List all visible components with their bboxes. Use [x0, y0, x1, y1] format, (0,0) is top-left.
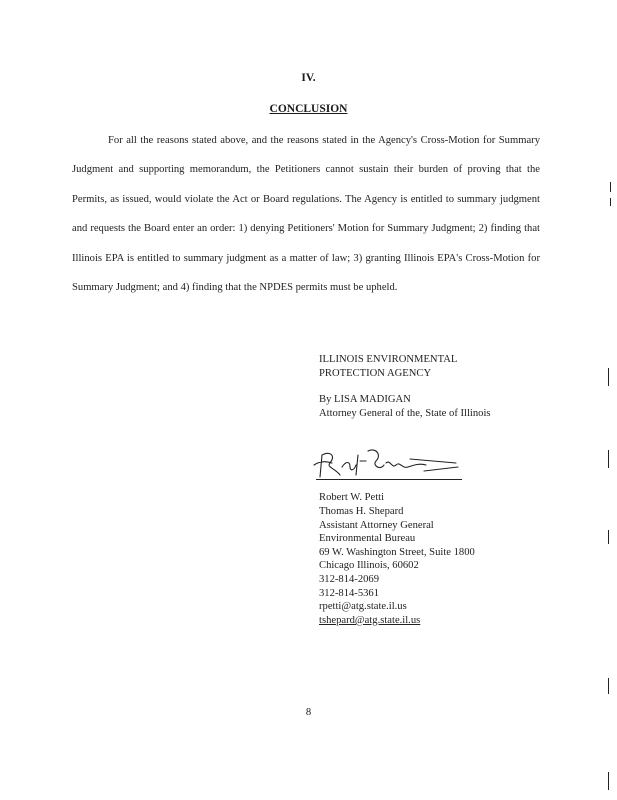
phone-2: 312-814-5361 — [319, 587, 380, 599]
scan-mark — [608, 530, 609, 544]
signature-line — [316, 479, 462, 480]
bureau-name: Environmental Bureau — [319, 533, 416, 545]
handwritten-signature — [306, 441, 466, 481]
agency-name-line-2: PROTECTION AGENCY — [319, 367, 432, 379]
street-address: 69 W. Washington Street, Suite 1800 — [319, 546, 475, 558]
email-2: tshepard@atg.state.il.us — [319, 614, 421, 626]
scan-mark — [608, 368, 609, 386]
by-line: By LISA MADIGAN — [319, 394, 411, 406]
phone-1: 312-814-2069 — [319, 573, 380, 585]
page-number: 8 — [305, 707, 312, 718]
conclusion-paragraph: For all the reasons stated above, and the reasons stated in the Agency's Cross-Motion for Summary Judgment and supporting memorandum, the Petitioners cannot sustain their burden of proving that the Permits, as issued, would violate the Act or Board regulations. The Agency is entitled to summary judgment and requests the Board enter an order: 1) denying Petitioners' Motion for Summary Judgment; 2) finding that Illinois EPA is entitled to summary judgment as a matter of law; 3) granting Illinois EPA's Cross-Motion for Summary Judgment; and 4) finding that the NPDES permits must be upheld. — [72, 135, 540, 294]
signature-block — [319, 353, 559, 627]
attorney-name-1: Robert W. Petti — [319, 492, 385, 504]
scan-mark — [608, 450, 609, 468]
scan-mark — [610, 182, 611, 192]
section-number: IV. — [301, 72, 316, 84]
agency-name-line-1: ILLINOIS ENVIRONMENTAL — [319, 354, 458, 365]
scan-mark — [610, 198, 611, 206]
attorney-name-2: Thomas H. Shepard — [319, 505, 404, 517]
email-1: rpetti@atg.state.il.us — [319, 601, 407, 613]
attorney-title: Assistant Attorney General — [319, 519, 434, 531]
section-title: CONCLUSION — [269, 103, 348, 115]
scan-mark — [608, 678, 609, 694]
scan-mark — [608, 772, 609, 790]
attorney-general-title: Attorney General of the, State of Illinois — [319, 407, 491, 419]
city-address: Chicago Illinois, 60602 — [319, 560, 419, 572]
